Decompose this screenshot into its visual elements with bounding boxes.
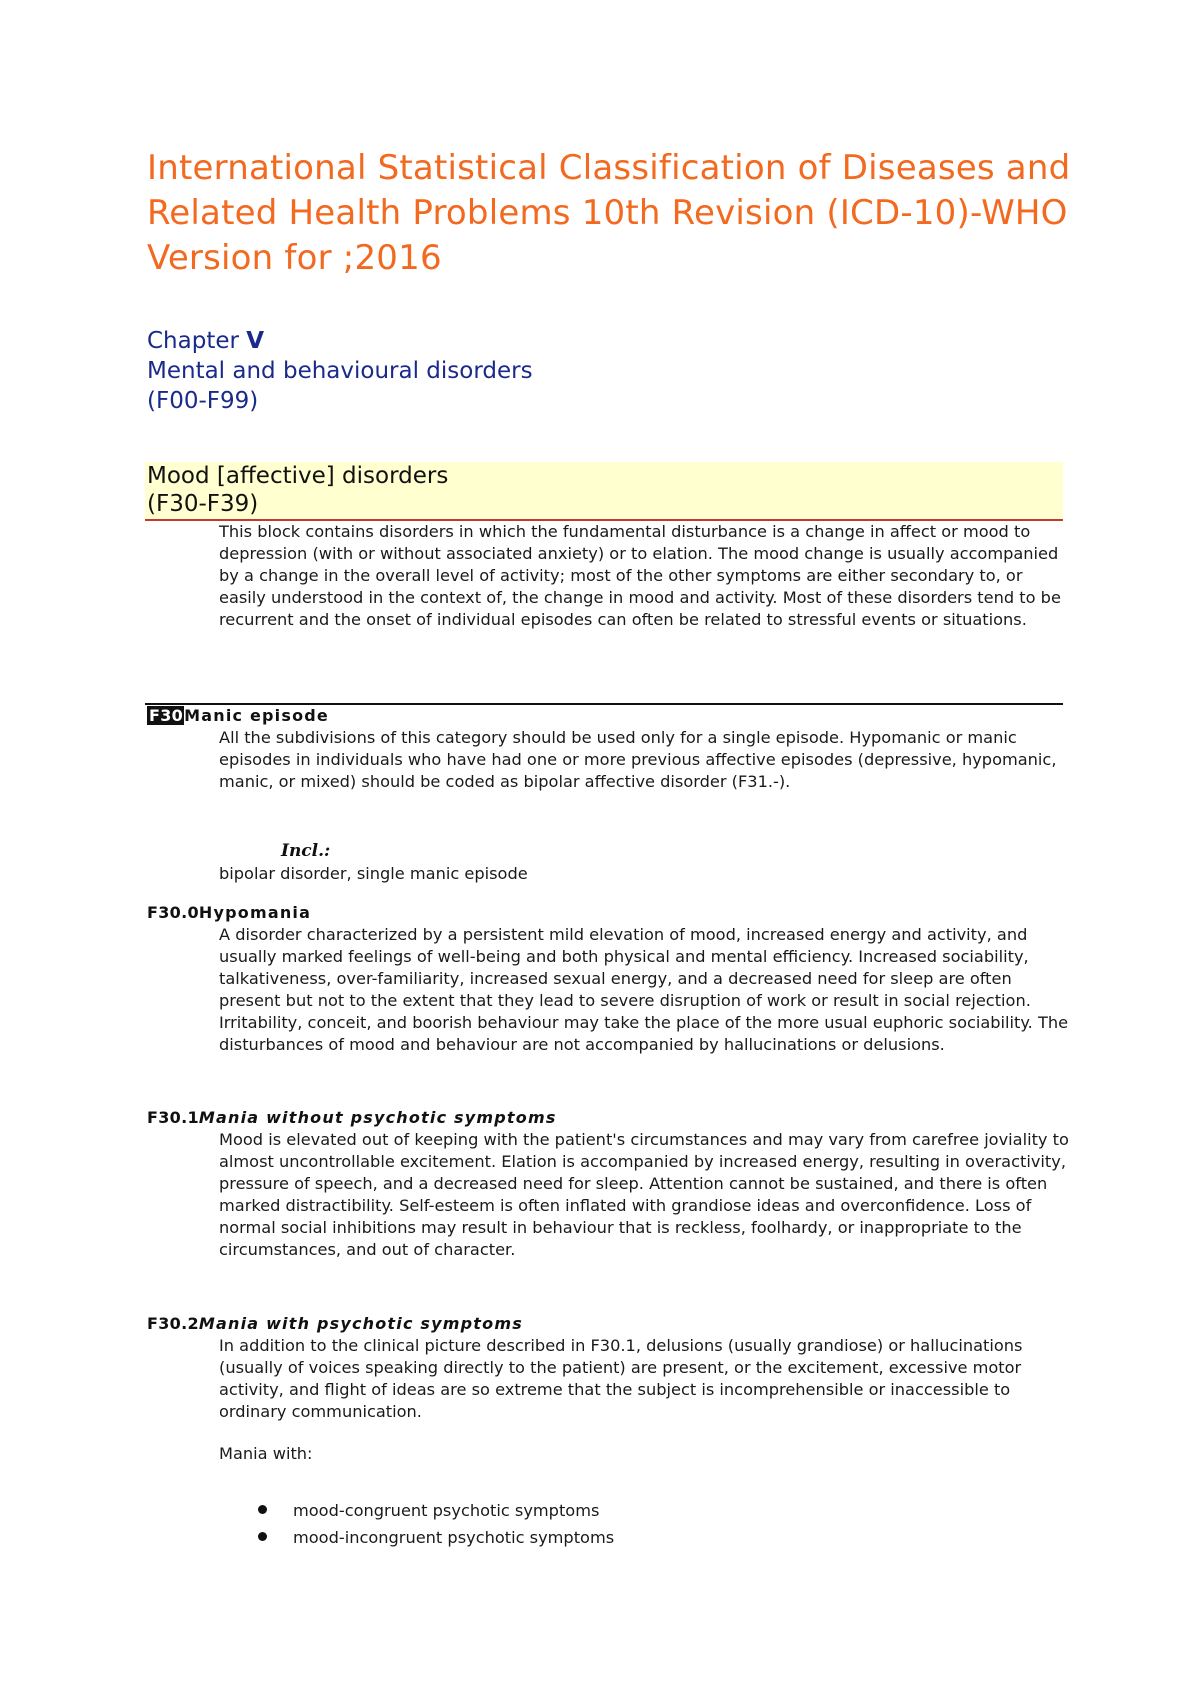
category-code: F30.0 [147, 903, 199, 922]
category-description-f30-1: Mood is elevated out of keeping with the patient's circumstances and may vary from carefree joviality to almost uncontrollable excitement. Elation is accompanied by increased energy, resulting in overactivity, pressure of speech, and a decreased need for sleep. Attention cannot be sustained, and there is often marked distractibility. Self-esteem is often inflated with grandiose ideas and overconfidence. Loss of normal social inhibitions may result in behaviour that is reckless, foolhardy, or inappropriate to the circumstances, and out of character. [219, 1130, 1069, 1260]
symptom-list [258, 1497, 614, 1551]
block-title: Mood [affective] disorders [147, 463, 449, 489]
block-header [145, 462, 1063, 521]
chapter-label: Chapter [147, 328, 239, 354]
category-heading-f30 [147, 705, 329, 727]
category-code: F30.2 [147, 1314, 199, 1333]
bullet-icon [258, 1532, 267, 1541]
chapter-name: Mental and behavioural disorders [147, 358, 533, 384]
document-title: International Statistical Classification of Diseases and Related Health Problems 10th Revision (ICD-10)-WHO Version for ;2016 [147, 148, 1071, 278]
list-item-text: mood-congruent psychotic symptoms [293, 1501, 600, 1520]
category-heading-f30-1 [147, 1107, 557, 1129]
category-description-f30-0: A disorder characterized by a persistent mild elevation of mood, increased energy and activity, and usually marked feelings of well-being and both physical and mental efficiency. Increased sociability, talkativeness, over-familiarity, increased sexual energy, and a decreased need for sleep are often present but not to the extent that they lead to severe disruption of work or result in social rejection. Irritability, conceit, and boorish behaviour may take the place of the more usual euphoric sociability. The disturbances of mood and behaviour are not accompanied by hallucinations or delusions. [219, 925, 1069, 1055]
category-heading-f30-2 [147, 1313, 523, 1335]
inclusion-text: bipolar disorder, single manic episode [219, 864, 528, 883]
category-description-f30-2: In addition to the clinical picture described in F30.1, delusions (usually grandiose) or hallucinations (usually of voices speaking directly to the patient) are present, or the excitement, excessive motor activity, and flight of ideas are so extreme that the subject is incomprehensible or inaccessible to ordinary communication. [219, 1336, 1023, 1422]
inclusion-label: Incl.: [281, 841, 331, 861]
category-name: Manic episode [184, 706, 329, 725]
chapter-heading [147, 326, 533, 416]
list-item [258, 1524, 614, 1551]
bullet-icon [258, 1505, 267, 1514]
list-intro: Mania with: [219, 1444, 313, 1463]
category-name: Mania without psychotic symptoms [198, 1108, 557, 1127]
category-heading-f30-0 [147, 902, 311, 924]
category-code: F30.1 [147, 1108, 199, 1127]
block-description: This block contains disorders in which the fundamental disturbance is a change in affect or mood to depression (with or without associated anxiety) or to elation. The mood change is usually accompanied by a change in the overall level of activity; most of the other symptoms are either secondary to, or easily understood in the context of, the change in mood and activity. Most of these disorders tend to be recurrent and the onset of individual episodes can often be related to stressful events or situations. [219, 522, 1061, 630]
list-item [258, 1497, 614, 1524]
chapter-range: (F00-F99) [147, 388, 259, 414]
block-range: (F30-F39) [147, 491, 259, 517]
chapter-roman: V [246, 328, 265, 354]
category-description-f30: All the subdivisions of this category should be used only for a single episode. Hypomanic or manic episodes in individuals who have had one or more previous affective episodes (depressive, hypomanic, manic, or mixed) should be coded as bipolar affective disorder (F31.-). [219, 728, 1057, 792]
category-name: Mania with psychotic symptoms [198, 1314, 523, 1333]
chapter-number [147, 326, 533, 356]
list-item-text: mood-incongruent psychotic symptoms [293, 1528, 615, 1547]
category-code: F30 [149, 706, 184, 725]
category-name: Hypomania [198, 903, 312, 922]
